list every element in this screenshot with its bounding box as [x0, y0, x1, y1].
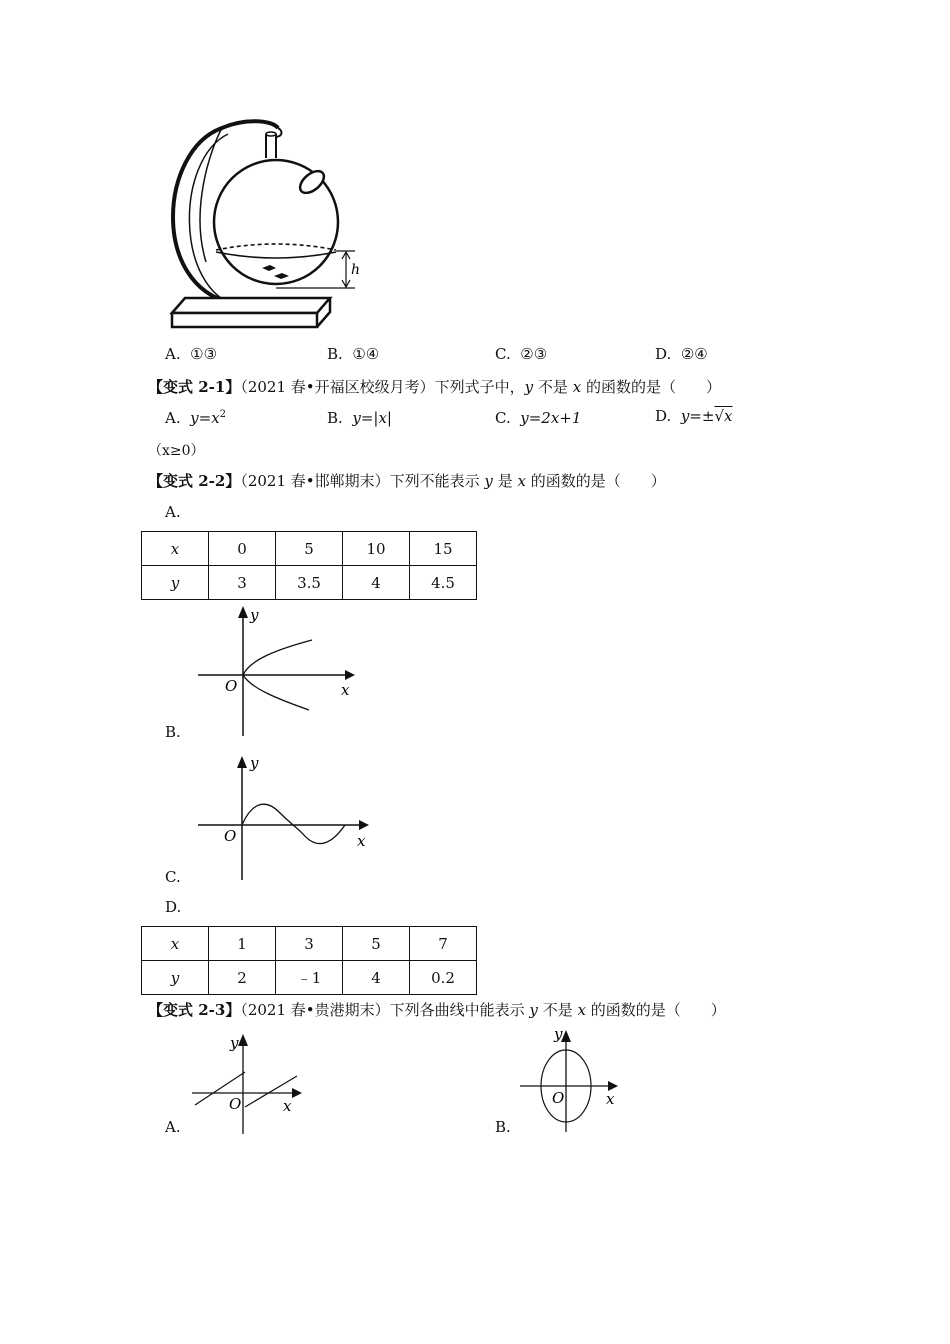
q23-option-b-label[interactable]: B. [495, 1118, 511, 1136]
table-cell: x [142, 927, 209, 961]
option-text: ②④ [680, 345, 708, 363]
q22-stem-a: 下列不能表示 [389, 472, 480, 490]
q21-var-x: x [572, 378, 582, 396]
option-expr: y=2x+1 [520, 409, 582, 427]
q23-var-x: x [577, 1001, 586, 1019]
q21-stem-c: 的函数的是（ ） [585, 378, 721, 396]
option-text: ①④ [352, 345, 380, 363]
table-cell: 2 [209, 961, 276, 995]
option-letter: D. [655, 345, 672, 363]
option-radical: √x [714, 407, 733, 425]
option-letter: B. [327, 345, 343, 363]
q22-source: （2021 春•邯郸期末） [240, 472, 390, 490]
axis-x-label: x [606, 1090, 615, 1108]
axis-x-label: x [283, 1097, 292, 1115]
q21-option-b[interactable] [327, 409, 392, 427]
q22-option-b-label[interactable]: B. [165, 723, 181, 741]
q23-stem-b: 不是 [542, 1001, 573, 1019]
q23-stem [148, 999, 726, 1020]
table-cell: 3 [209, 566, 276, 600]
option-letter: A. [165, 409, 181, 427]
axis-y-label: y [230, 1034, 239, 1052]
option-letter: A. [165, 345, 181, 363]
flask-figure [160, 112, 370, 334]
table-cell: y [142, 961, 209, 995]
table-cell: 4.5 [410, 566, 477, 600]
origin-label: O [229, 1095, 242, 1113]
table-cell: x [142, 532, 209, 566]
axis-y-label: y [554, 1025, 563, 1043]
height-label: h [351, 262, 361, 278]
table-cell: 5 [276, 532, 343, 566]
table-cell: ﹣1 [276, 961, 343, 995]
origin-label: O [552, 1089, 565, 1107]
axis-x-label: x [357, 832, 366, 850]
q21-stem-a: 下列式子中， [434, 378, 525, 396]
table-cell: 0.2 [410, 961, 477, 995]
q22-table-a [141, 531, 477, 600]
q23-graph-b [518, 1024, 628, 1136]
q21-var-y: y [524, 378, 534, 396]
q23-option-a-label[interactable]: A. [165, 1118, 181, 1136]
option-letter: D. [655, 407, 672, 425]
q23-var-y: y [529, 1001, 538, 1019]
prev-option-c[interactable] [495, 345, 547, 363]
option-expr: y=x [190, 409, 220, 427]
prev-option-d[interactable] [655, 345, 708, 363]
table-cell: 5 [343, 927, 410, 961]
origin-label: O [224, 827, 237, 845]
q23-tag: 【变式 2-3】 [148, 1001, 241, 1019]
axis-y-label: y [250, 754, 259, 772]
axis-x-label: x [341, 681, 350, 699]
origin-label: O [225, 677, 238, 695]
q22-stem-b: 是 [497, 472, 513, 490]
option-expr: y=|x| [352, 409, 392, 427]
q22-option-a-label[interactable]: A. [165, 503, 181, 521]
q22-stem [148, 470, 666, 491]
q21-stem [148, 376, 721, 397]
q23-graph-a [190, 1030, 310, 1136]
table-cell: 4 [343, 566, 410, 600]
table-cell: 7 [410, 927, 477, 961]
table-row [142, 532, 477, 566]
option-letter: C. [495, 345, 511, 363]
q22-option-c-label[interactable]: C. [165, 868, 181, 886]
q22-graph-c [195, 752, 375, 882]
q22-stem-c: 的函数的是（ ） [530, 472, 666, 490]
q21-stem-b: 不是 [537, 378, 568, 396]
q21-tag: 【变式 2-1】 [148, 378, 241, 396]
option-text: ②③ [520, 345, 548, 363]
q21-option-a[interactable] [165, 409, 226, 427]
table-cell: 15 [410, 532, 477, 566]
table-cell: 10 [343, 532, 410, 566]
table-row [142, 961, 477, 995]
q23-source: （2021 春•贵港期末） [240, 1001, 390, 1019]
table-cell: 1 [209, 927, 276, 961]
table-cell: y [142, 566, 209, 600]
q22-graph-b [195, 600, 365, 740]
option-text: ①③ [190, 345, 218, 363]
q22-option-d-label[interactable]: D. [165, 898, 182, 916]
table-cell: 4 [343, 961, 410, 995]
table-cell: 3 [276, 927, 343, 961]
q22-tag: 【变式 2-2】 [148, 472, 241, 490]
q22-var-x: x [517, 472, 526, 490]
table-row [142, 566, 477, 600]
table-row [142, 927, 477, 961]
q21-source: （2021 春•开福区校级月考） [240, 378, 435, 396]
q21-option-d-condition: （x≥0） [148, 443, 205, 459]
option-expr: y=± [680, 407, 715, 425]
q23-stem-c: 的函数的是（ ） [590, 1001, 726, 1019]
option-letter: B. [327, 409, 343, 427]
option-exponent: 2 [219, 409, 227, 420]
table-cell: 0 [209, 532, 276, 566]
table-cell: 3.5 [276, 566, 343, 600]
q23-stem-a: 下列各曲线中能表示 [389, 1001, 525, 1019]
q22-var-y: y [484, 472, 493, 490]
option-letter: C. [495, 409, 511, 427]
prev-option-a[interactable] [165, 345, 217, 363]
prev-option-b[interactable] [327, 345, 379, 363]
q21-option-c[interactable] [495, 409, 581, 427]
axis-y-label: y [250, 606, 259, 624]
q22-table-d [141, 926, 477, 995]
q21-option-d[interactable] [655, 407, 732, 425]
